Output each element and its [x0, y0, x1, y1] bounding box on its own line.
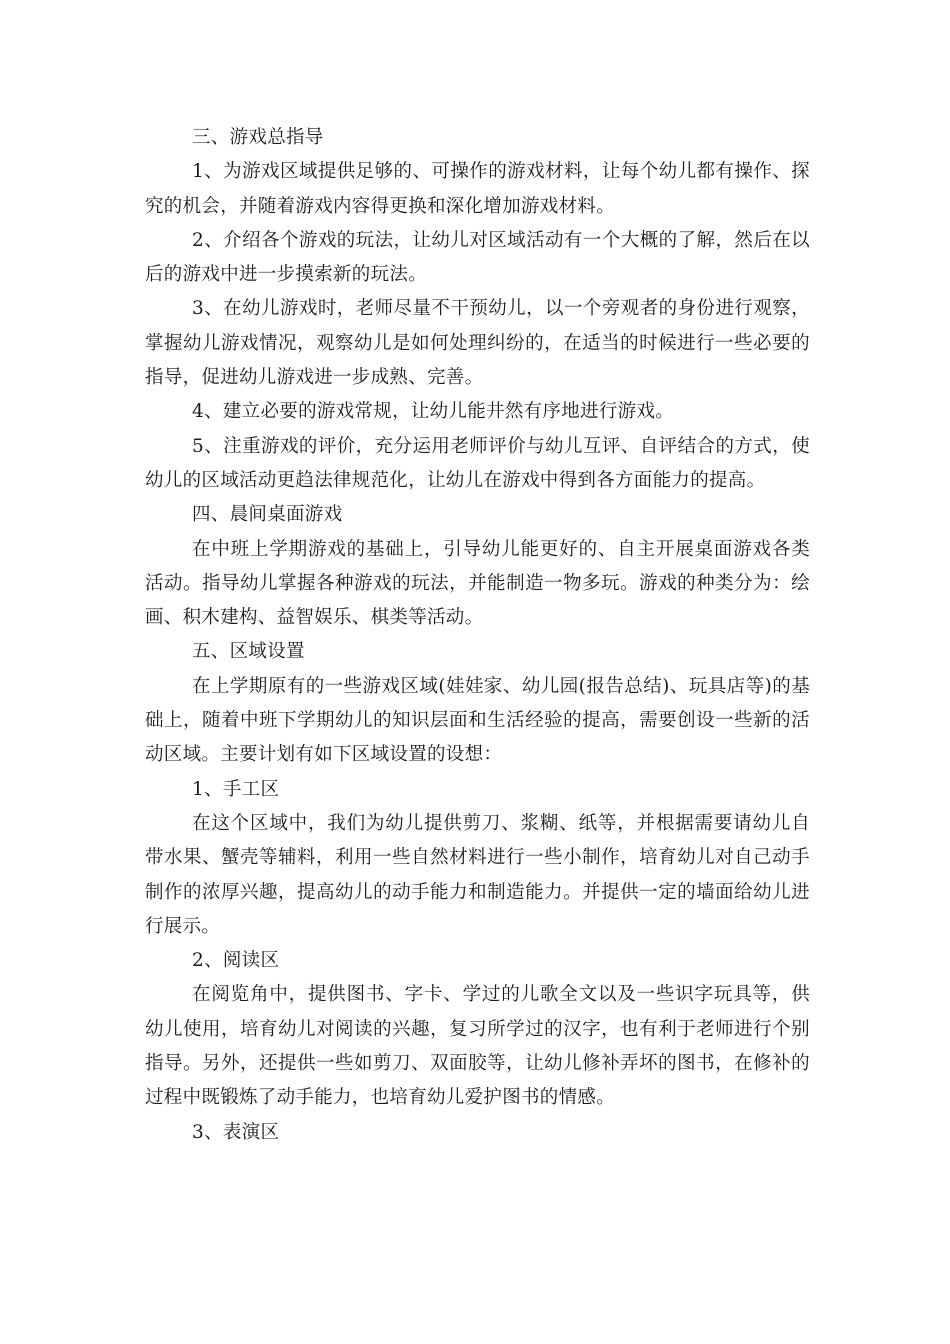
paragraph: 在这个区域中，我们为幼儿提供剪刀、浆糊、纸等，并根据需要请幼儿自带水果、蟹壳等辅料，利用一些自然材料进行一些小制作，培育幼儿对自己动手制作的浓厚兴趣，提高幼儿的动手能力和制造能力。并提供一定的墙面给幼儿进行展示。 [145, 812, 810, 937]
section-heading-game-guidance: 三、游戏总指导 [192, 127, 324, 148]
subheading-handcraft-area: 1、手工区 [192, 778, 280, 800]
paragraph: 5、注重游戏的评价，充分运用老师评价与幼儿互评、自评结合的方式，使幼儿的区域活动更趋法律规范化，让幼儿在游戏中得到各方面能力的提高。 [145, 435, 810, 491]
paragraph: 3、在幼儿游戏时，老师尽量不干预幼儿，以一个旁观者的身份进行观察，掌握幼儿游戏情况，观察幼儿是如何处理纠纷的，在适当的时候进行一些必要的指导，促进幼儿游戏进一步成熟、完善。 [145, 298, 810, 389]
paragraph: 4、建立必要的游戏常规，让幼儿能井然有序地进行游戏。 [192, 401, 675, 423]
subheading-reading-area: 2、阅读区 [192, 950, 280, 972]
paragraph: 在上学期原有的一些游戏区域(娃娃家、幼儿园(报告总结)、玩具店等)的基础上，随着中班下学期幼儿的知识层面和生活经验的提高，需要创设一些新的活动区域。主要计划有如下区域设置的设想： [145, 675, 810, 766]
section-heading-area-setup: 五、区域设置 [192, 641, 305, 663]
paragraph: 2、介绍各个游戏的玩法，让幼儿对区域活动有一个大概的了解，然后在以后的游戏中进一步摸索新的玩法。 [145, 229, 810, 286]
subheading-performance-area: 3、表演区 [192, 1121, 280, 1143]
paragraph: 在阅览角中，提供图书、字卡、学过的儿歌全文以及一些识字玩具等，供幼儿使用，培育幼儿对阅读的兴趣，复习所学过的汉字，也有利于老师进行个别指导。另外，还提供一些如剪刀、双面胶等，让幼儿修补弄坏的图书，在修补的过程中既锻炼了动手能力，也培育幼儿爱护图书的情感。 [145, 984, 810, 1109]
paragraph: 1、为游戏区域提供足够的、可操作的游戏材料，让每个幼儿都有操作、探究的机会，并随着游戏内容得更换和深化增加游戏材料。 [145, 161, 810, 217]
paragraph: 在中班上学期游戏的基础上，引导幼儿能更好的、自主开展桌面游戏各类活动。指导幼儿掌握各种游戏的玩法，并能制造一物多玩。游戏的种类分为：绘画、积木建构、益智娱乐、棋类等活动。 [145, 538, 810, 629]
section-heading-morning-table-games: 四、晨间桌面游戏 [192, 504, 343, 526]
document-body [145, 121, 810, 1150]
